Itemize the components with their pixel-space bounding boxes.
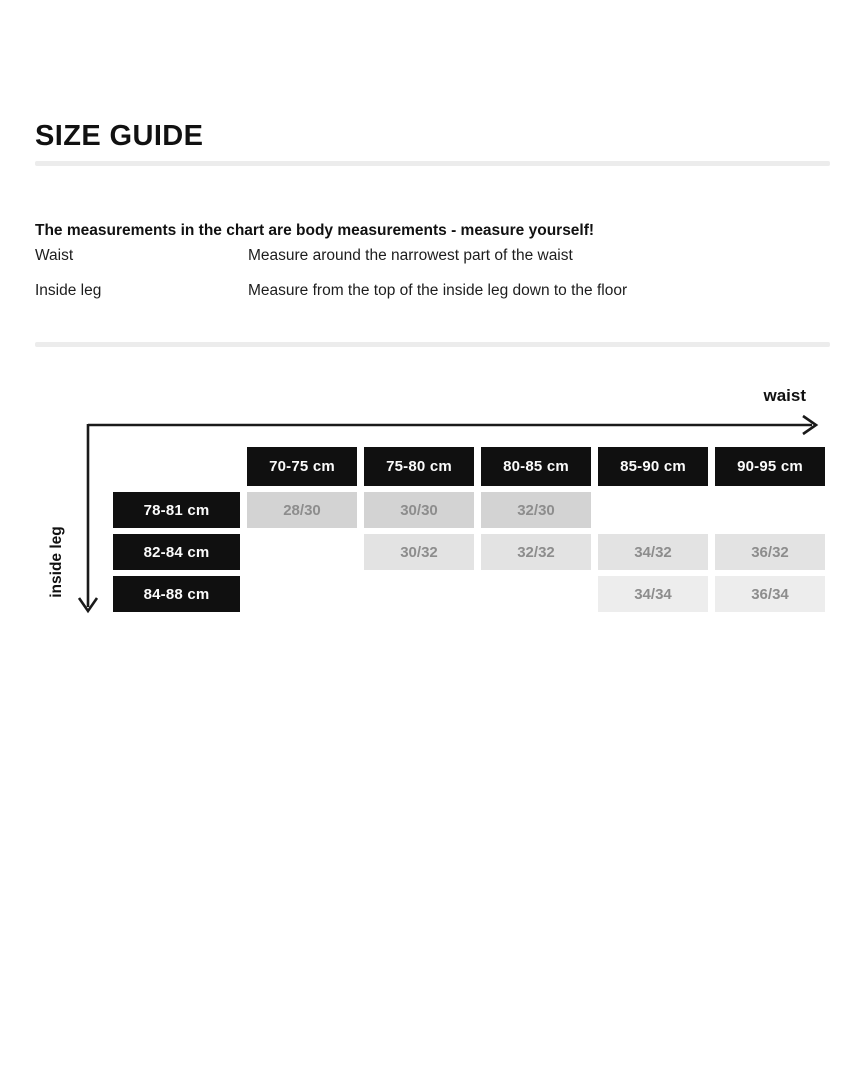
inside-leg-axis-arrow bbox=[79, 424, 97, 611]
size-cell bbox=[715, 492, 825, 528]
definition-term-inside-leg: Inside leg bbox=[35, 282, 102, 299]
size-table bbox=[113, 447, 825, 612]
table-corner-spacer bbox=[113, 447, 240, 486]
size-cell bbox=[247, 534, 357, 570]
column-header-85-90: 85-90 cm bbox=[598, 447, 708, 486]
definition-desc-inside-leg: Measure from the top of the inside leg down to the floor bbox=[248, 282, 628, 299]
row-header-82-84: 82-84 cm bbox=[113, 534, 240, 570]
row-header-78-81: 78-81 cm bbox=[113, 492, 240, 528]
column-header-80-85: 80-85 cm bbox=[481, 447, 591, 486]
waist-axis-arrow bbox=[88, 416, 816, 434]
column-header-75-80: 75-80 cm bbox=[364, 447, 474, 486]
size-cell: 28/30 bbox=[247, 492, 357, 528]
size-chart bbox=[0, 380, 864, 640]
size-cell: 32/32 bbox=[481, 534, 591, 570]
size-cell bbox=[247, 576, 357, 612]
size-cell: 36/34 bbox=[715, 576, 825, 612]
size-cell: 32/30 bbox=[481, 492, 591, 528]
definition-term-waist: Waist bbox=[35, 247, 74, 264]
definition-desc-waist: Measure around the narrowest part of the waist bbox=[248, 247, 573, 264]
size-cell bbox=[364, 576, 474, 612]
size-cell: 36/32 bbox=[715, 534, 825, 570]
column-header-90-95: 90-95 cm bbox=[715, 447, 825, 486]
column-header-70-75: 70-75 cm bbox=[247, 447, 357, 486]
intro-text: The measurements in the chart are body measurements - measure yourself! bbox=[35, 221, 595, 239]
size-cell: 34/32 bbox=[598, 534, 708, 570]
divider-top bbox=[35, 161, 830, 166]
size-cell bbox=[598, 492, 708, 528]
size-cell bbox=[481, 576, 591, 612]
waist-axis-label: waist bbox=[763, 386, 806, 405]
size-cell: 34/34 bbox=[598, 576, 708, 612]
size-cell: 30/30 bbox=[364, 492, 474, 528]
divider-middle bbox=[35, 342, 830, 347]
row-header-84-88: 84-88 cm bbox=[113, 576, 240, 612]
size-cell: 30/32 bbox=[364, 534, 474, 570]
page-title: SIZE GUIDE bbox=[35, 120, 204, 153]
inside-leg-axis-label: inside leg bbox=[48, 526, 65, 598]
